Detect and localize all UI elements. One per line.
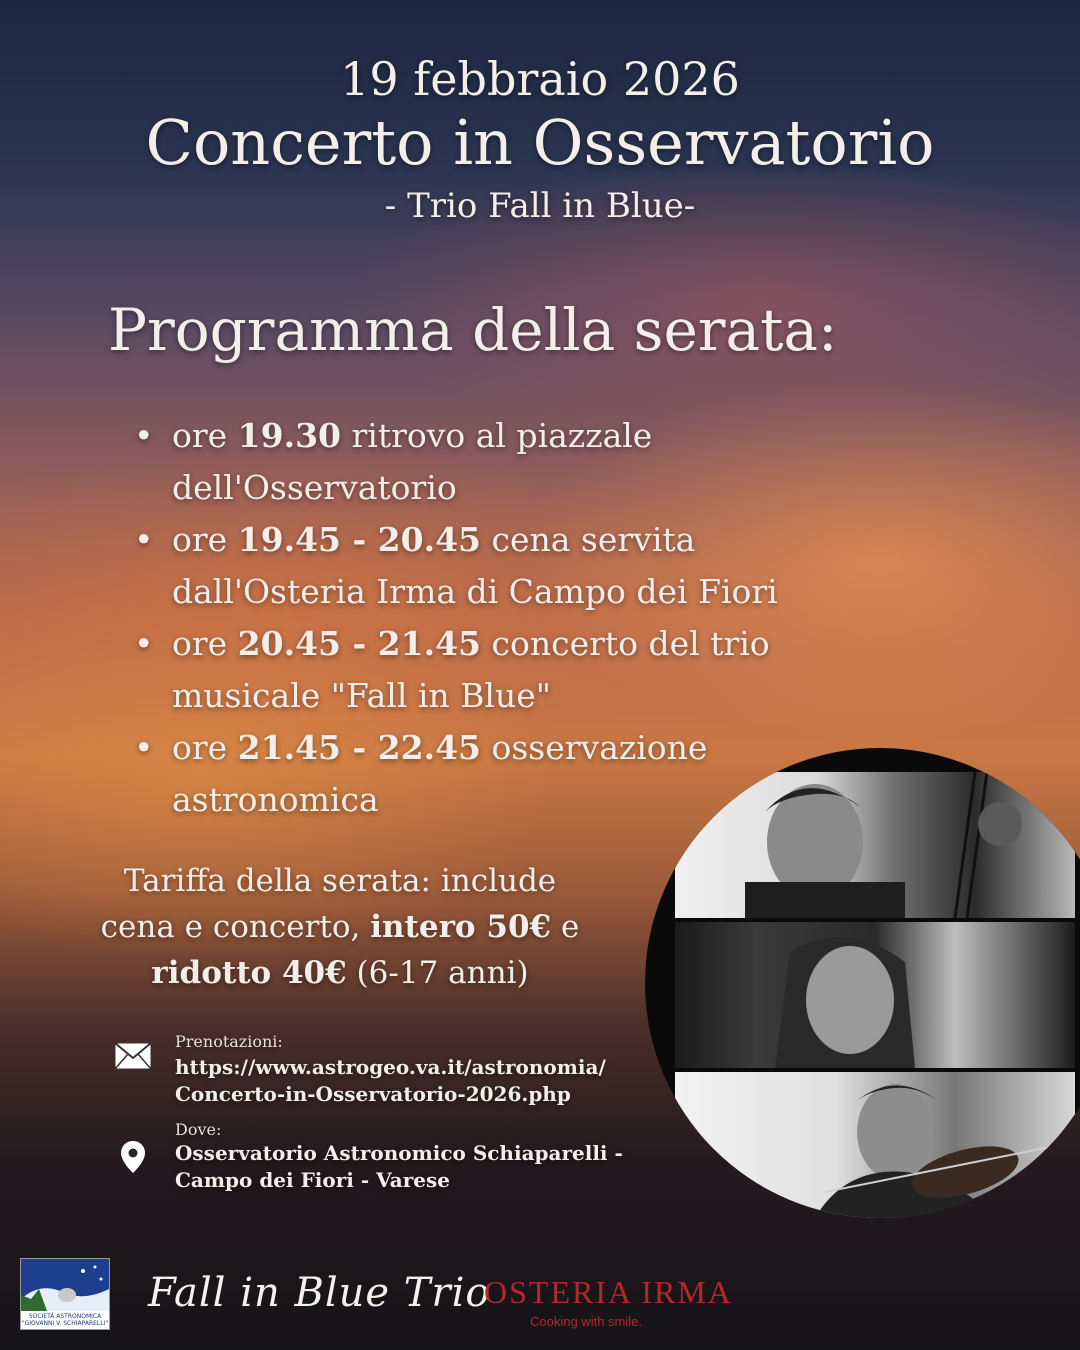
envelope-icon <box>114 1042 152 1074</box>
tariff-text <box>100 858 580 996</box>
booking-label: Prenotazioni: <box>175 1032 283 1051</box>
tariff-part: (6-17 anni) <box>346 955 529 991</box>
tariff-full-price: intero 50€ <box>370 909 552 945</box>
societa-astronomica-logo <box>20 1258 110 1330</box>
program-item-text: ritrovo al piazzale dell'Osservatorio <box>172 416 653 507</box>
logo-text: "GIOVANNI V. SCHIAPARELLI" <box>21 1320 109 1327</box>
event-date: 19 febbraio 2026 <box>340 52 740 106</box>
program-item-prefix: ore <box>172 624 238 663</box>
location-label: Dove: <box>175 1120 222 1139</box>
fall-in-blue-trio-logo: Fall in Blue Trio <box>148 1270 491 1316</box>
tariff-reduced-price: ridotto 40€ <box>151 955 347 991</box>
program-item-prefix: ore <box>172 728 238 767</box>
program-item-text: osservazione astronomica <box>172 728 708 819</box>
booking-url-line[interactable]: Concerto-in-Osservatorio-2026.php <box>175 1082 571 1106</box>
map-pin-icon <box>120 1140 146 1178</box>
program-item-time: 19.30 <box>237 416 342 455</box>
event-subtitle: - Trio Fall in Blue- <box>384 186 696 226</box>
program-item-text: concerto del trio musicale "Fall in Blue" <box>172 624 770 715</box>
program-item <box>130 618 850 722</box>
booking-url[interactable] <box>175 1054 655 1108</box>
program-list <box>130 410 850 826</box>
program-item-prefix: ore <box>172 416 238 455</box>
event-title: Concerto in Osservatorio <box>145 106 935 179</box>
violinist-photo <box>675 1072 1075 1218</box>
cellist-photo <box>675 772 1075 918</box>
osteria-irma-logo: OSTERIA IRMA <box>484 1274 733 1310</box>
program-item-text: cena servita dall'Osteria Irma di Campo dei Fiori <box>172 520 778 611</box>
tariff-part: Tariffa della serata: include cena e concerto, <box>100 863 557 945</box>
program-item <box>130 410 850 514</box>
program-item-time: 21.45 - 22.45 <box>237 728 482 767</box>
booking-url-line[interactable]: https://www.astrogeo.va.it/astronomia/ <box>175 1055 606 1079</box>
location-value: Osservatorio Astronomico Schiaparelli - Campo dei Fiori - Varese <box>175 1141 623 1192</box>
program-item-prefix: ore <box>172 520 238 559</box>
program-item-time: 19.45 - 20.45 <box>237 520 482 559</box>
societa-astronomica-name <box>21 1313 109 1327</box>
tariff-part: e <box>551 909 580 945</box>
program-item <box>130 514 850 618</box>
trio-photo-collage <box>645 748 1080 1218</box>
pianist-photo <box>675 922 1075 1068</box>
program-item-time: 20.45 - 21.45 <box>237 624 482 663</box>
program-heading: Programma della serata: <box>108 296 838 364</box>
logo-text: SOCIETÀ ASTRONOMICA <box>28 1313 102 1320</box>
osteria-irma-tagline: Cooking with smile. <box>530 1314 642 1329</box>
